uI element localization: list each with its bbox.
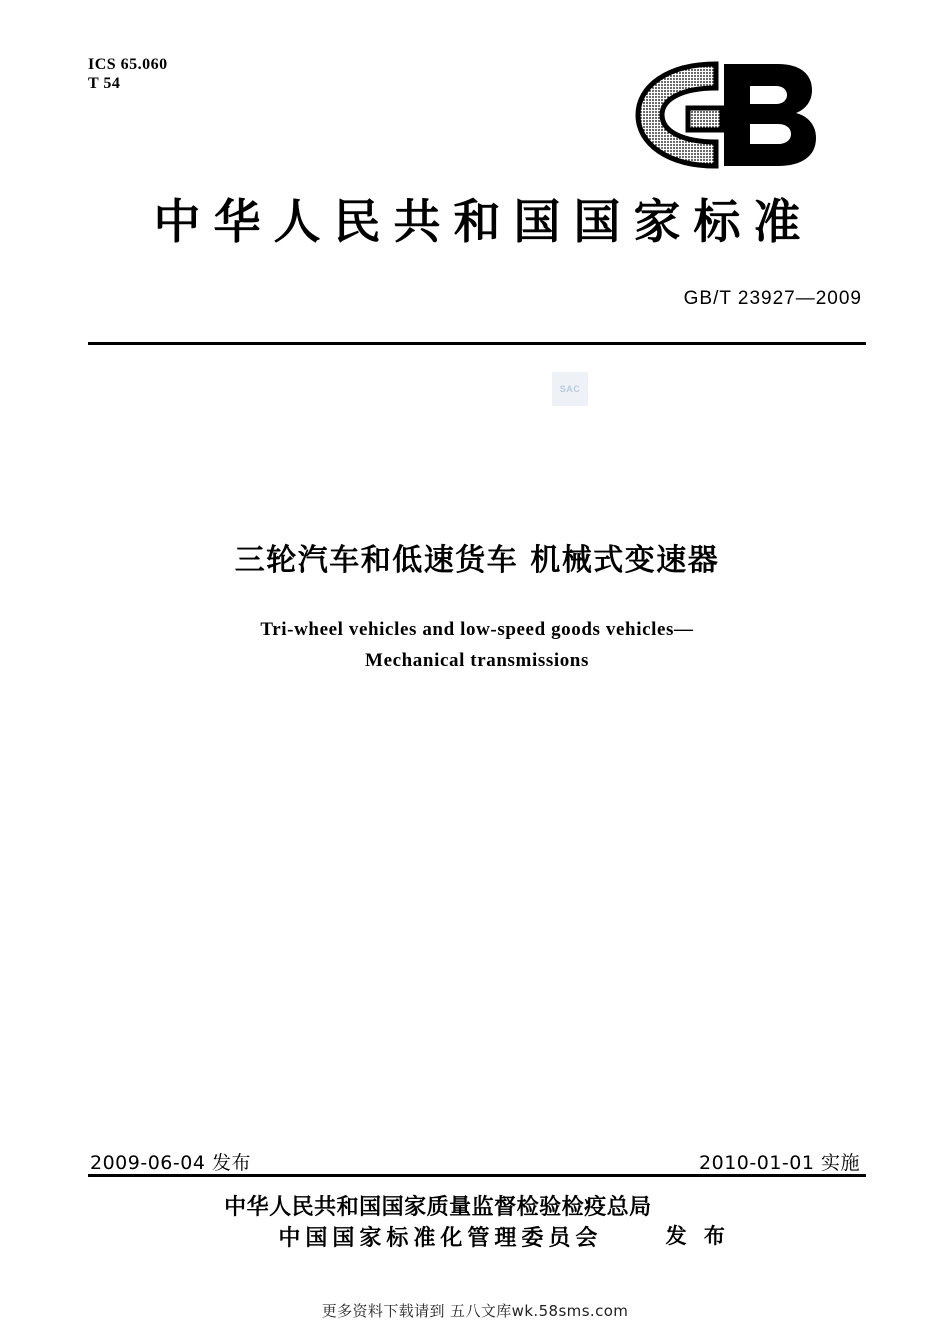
document-title-english-line1: Tri-wheel vehicles and low-speed goods vehicles—	[260, 619, 694, 640]
issuer-line-2: 中国国家标准化管理委员会	[278, 1226, 603, 1251]
sac-watermark-icon: SAC	[552, 372, 588, 406]
footer-source-text: 更多资料下载请到 五八文库wk.58sms.com	[321, 1302, 629, 1320]
header-divider	[88, 342, 866, 345]
issuer-names	[224, 1192, 652, 1254]
issuer-verb: 发 布	[665, 1224, 730, 1248]
ics-code: ICS 65.060	[88, 56, 168, 73]
document-title-english	[88, 614, 866, 676]
implementation-date: 2010-01-01 实施	[699, 1152, 860, 1174]
classification-code: T 54	[88, 75, 121, 92]
issue-date: 2009-06-04 发布	[90, 1152, 251, 1174]
national-standard-heading: 中华人民共和国国家标准	[153, 195, 814, 250]
ics-classification-block	[88, 55, 168, 93]
document-title-english-line2: Mechanical transmissions	[365, 650, 589, 671]
gb-logo-icon	[628, 60, 820, 170]
issuer-line-1: 中华人民共和国国家质量监督检验检疫总局	[224, 1195, 652, 1220]
standard-number: GB/T 23927—2009	[683, 288, 862, 309]
issuing-organizations	[88, 1192, 866, 1254]
document-title-chinese: 三轮汽车和低速货车 机械式变速器	[234, 543, 720, 578]
